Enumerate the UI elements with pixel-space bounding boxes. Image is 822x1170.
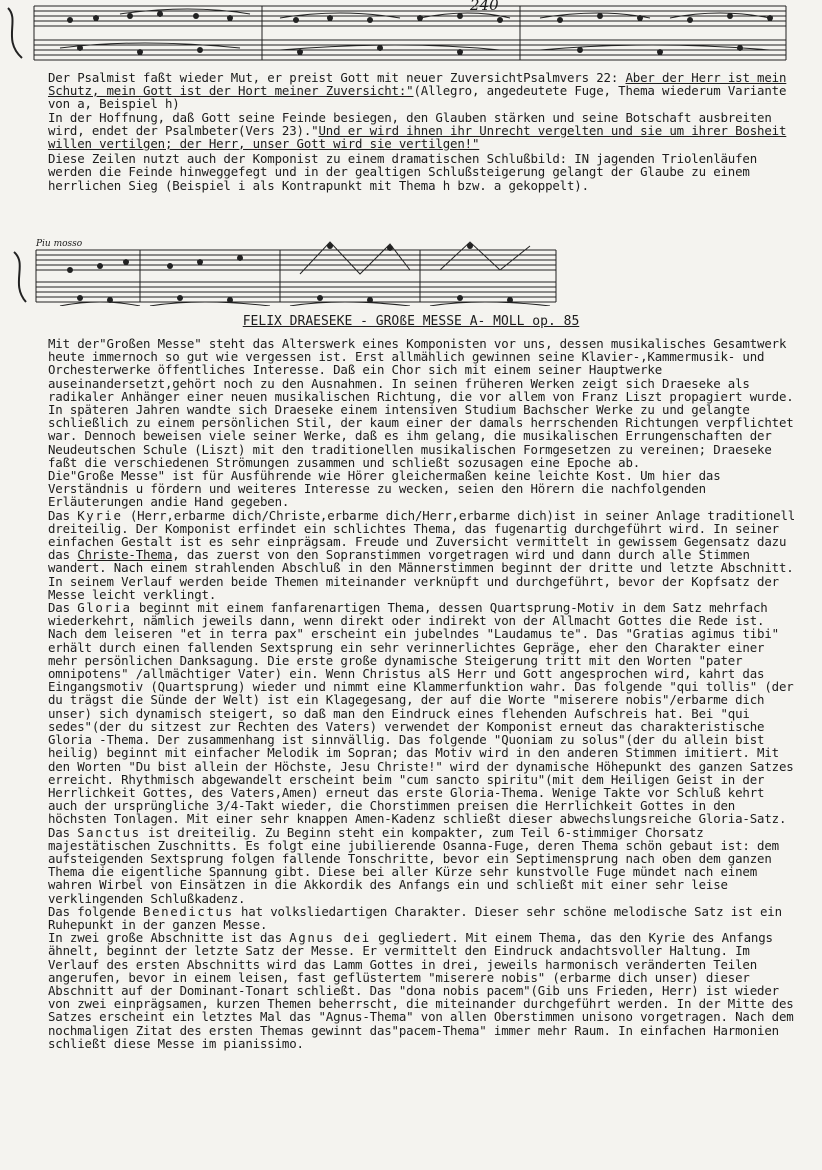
keyword-sanctus: Sanctus	[77, 824, 141, 840]
music-notation-example-i	[0, 240, 822, 306]
intro-paragraph-3: Diese Zeilen nutzt auch der Komponist zu einem dramatischen Schlußbild: IN jagenden Triolenläufen werden die Feinde hinweggefegt und in der gealtigen Schlußsteigerung gelangt der Glaube zu einem herrlichen Sieg (Beispiel i als Kontrapunkt mit Thema h bzw. a gekoppelt).	[48, 151, 758, 193]
body-paragraph-gloria: Das Gloria beginnt mit einem fanfarenartigen Thema, dessen Quartsprung-Motiv in dem Satz mehrfach wiederkehrt, nämlich jeweils dann, wenn direkt oder indirekt von der Allmacht Gottes die Rede ist. Nach dem leiseren "et in terra pax" erscheint ein jubelndes "Laudamus te". Das "Gratias agimus tibi" erhält durch einen fallenden Sextsprung ein sehr verinnerlichtes Gepräge, eher den Charakter einer mehr persönlichen Danksagung. Die erste große dynamische Steigerung tritt mit den Worten "pater omnipotens" /allmächtiger Vater) ein. Wenn Christus alS Herr und Gott angesprochen wird, kahrt das Eingangsmotiv (Quartsprung) wieder und nimmt eine Klammerfunktion wahr. Das folgende "qui tollis" (der du trägst die Sünde der Welt) ist ein Klagegesang, der auf die Worte "miserere nobis"/erbarme dich unser) sich dynamisch steigert, so daß man den Eindruck eines flehenden Aufschreis hat. Bei "qui sedes"(der du sitzest zur Rechten des Vaters) verwendet der Komponist erneut das charakteristische Gloria -Thema. Der zusammenhang ist sinnvällig. Das folgende "Quoniam zu solus"(der du allein bist heilig) beginnt mit einfacher Melodik im Sopran; das Motiv wird in den anderen Stimmen imitiert. Mit den Worten "Du bist allein der Höchste, Jesu Christe!" wird der dynamische Höhepunkt des ganzen Satzes erreicht. Rhythmisch abgewandelt erscheint beim "cum sancto spiritu"(mit dem Heiligen Geist in der Herrlichkeit Gottes, des Vaters,Amen) erneut das erste Gloria-Thema. Wenige Takte vor Schluß kehrt auch der ursprüngliche 3/4-Takt wieder, die Chorstimmen preisen die Herrlichkeit Gottes in den höchsten Tonlagen. Mit einer sehr knappen Amen-Kadenz schließt dieser abwechslungsreiche Gloria-Satz.	[48, 600, 794, 827]
section-heading: FELIX DRAESEKE - GROßE MESSE A- MOLL op. 85	[242, 314, 580, 329]
score-excerpt-example-i	[0, 240, 822, 306]
body-text	[48, 337, 800, 1050]
body-paragraph-benedictus: Das folgende Benedictus hat volksliedartigen Charakter. Dieser sehr schöne melodische Satz ist ein Ruhepunkt in der ganzen Messe.	[48, 903, 782, 932]
score-page-mark: 240	[470, 0, 499, 14]
body-paragraph-2: Die"Große Messe" ist für Ausführende wie Hörer gleichermaßen keine leichte Kost. Um hier das Verständnis u fördern und weiteres Interesse zu wecken, seien den Hörern die nachfolgenden Erläuterungen andie Hand gegeben.	[48, 468, 721, 510]
body-paragraph-1: Mit der"Großen Messe" steht das Alterswerk eines Komponisten vor uns, dessen musikalisches Gesamtwerk heute immernoch so gut wie vergessen ist. Erst allmählich gewinnen seine Klavier-,Kammermusik- und Orchesterwerke öffentliches Interesse. Daß ein Chor sich mit einem seiner Hauptwerke auseinandersetzt,gehört noch zu den Ausnahmen. In seinen früheren Werken zeigt sich Draeseke als radikaler Anhänger einer neuen musikalischen Richtung, die vor allem von Franz Liszt propagiert wurde. In späteren Jahren wandte sich Draeseke einem intensiven Studium Bachscher Werke zu und gelangte schließlich zu einem persönlichen Stil, der kaum einer der damals herrschenden Richtungen verpflichtet war. Dennoch beweisen viele seiner Werke, daß es ihm gelang, die musikalischen Errungenschaften der Neudeutschen Schule (Liszt) mit den traditionellen musikalischen Formgesetzen zu vereinen; Draeseke faßt die verschiedenen Strömungen zusammen und schließt sozusagen eine Epoche ab.	[48, 336, 794, 470]
intro-paragraph-1: Der Psalmist faßt wieder Mut, er preist Gott mit neuer ZuversichtPsalmvers 22: Aber der Herr ist mein Schutz, mein Gott ist der Hort meiner Zuversicht:"(Allegro, angedeutete Fuge, Thema wiederum Variante von a, Beispiel h)	[48, 70, 787, 112]
keyword-kyrie: Kyrie	[77, 507, 123, 523]
score-excerpt-top	[0, 0, 822, 66]
tempo-marking: Piu mosso	[36, 239, 83, 249]
intro-text	[48, 71, 800, 192]
music-notation-image	[0, 0, 822, 66]
keyword-benedictus: Benedictus	[143, 903, 234, 919]
keyword-gloria: Gloria	[77, 600, 132, 616]
keyword-agnus-dei: Agnus dei	[289, 930, 371, 946]
intro-paragraph-2: In der Hoffnung, daß Gott seine Feinde besiegen, den Glauben stärken und seine Botschaft ausbreiten wird, endet der Psalmbeter(Vers 23)."Und er wird ihnen ihr Unrecht vergelten und sie um ihrer Bosheit willen vertilgen; der Herr, unser Gott wird sie vertilgen!"	[48, 109, 787, 152]
body-paragraph-sanctus: Das Sanctus ist dreiteilig. Zu Beginn steht ein kompakter, zum Teil 6-stimmiger Chorsatz majestätischen Zuschnitts. Es folgt eine jubilierende Osanna-Fuge, deren Thema schön gebaut ist: dem aufsteigenden Sextsprung folgen fallende Tonschritte, bevor ein Septimensprung nach oben dem ganzen Thema die eigentliche Spannung gibt. Diese bei aller Kürze sehr kunstvolle Fuge mündet nach einem wahren Wirbel von Einsätzen in die Akkordik des Anfangs ein und schließt mit einer sehr leise verklingenden Schlußkadenz.	[48, 824, 779, 906]
body-paragraph-kyrie: Das Kyrie (Herr,erbarme dich/Christe,erbarme dich/Herr,erbarme dich)ist in seiner Anlage traditionell dreiteilig. Der Komponist erfindet ein schlichtes Thema, das fugenartig durchgeführt wird. In seiner einfachen Gestalt ist es sehr einprägsam. Freude und Zuversicht vermittelt in gewissem Gegensatz dazu das Christe-Thema, das zuerst von den Sopranstimmen vorgetragen wird und dann durch alle Stimmen wandert. Nach einem strahlenden Abschluß in den Männerstimmen beginnt der dritte und letzte Abschnitt. In seinem Verlauf werden beide Themen miteinander verknüpft und durchgeführt, bevor der Kopfsatz der Messe leicht verklingt.	[48, 507, 796, 602]
body-paragraph-agnus: In zwei große Abschnitte ist das Agnus dei gegliedert. Mit einem Thema, das den Kyrie des Anfangs ähnelt, beginnt der letzte Satz der Messe. Er vermittelt den Eindruck andachtsvoller Haltung. Im Verlauf des ersten Abschnitts wird das Lamm Gottes in drei, jeweils harmonisch veränderten Teilen angerufen, bevor in einem leisen, fast geflüstertem "miserere nobis" (erbarme dich unser) dieser Abschnitt auf der Dominant-Tonart schließt. Das "dona nobis pacem"(Gib uns Frieden, Herr) ist wieder von zwei einprägsamen, kurzen Themen beherrscht, die miteinander durchgeführt werden. In der Mitte des Satzes erscheint ein letztes Mal das "Agnus-Thema" von allen Oberstimmen unisono vorgetragen. Nach dem nochmaligen Zitat des ersten Themas gewinnt das"pacem-Thema" immer mehr Raum. In einfachen Harmonien schließt diese Messe im pianissimo.	[48, 930, 794, 1051]
